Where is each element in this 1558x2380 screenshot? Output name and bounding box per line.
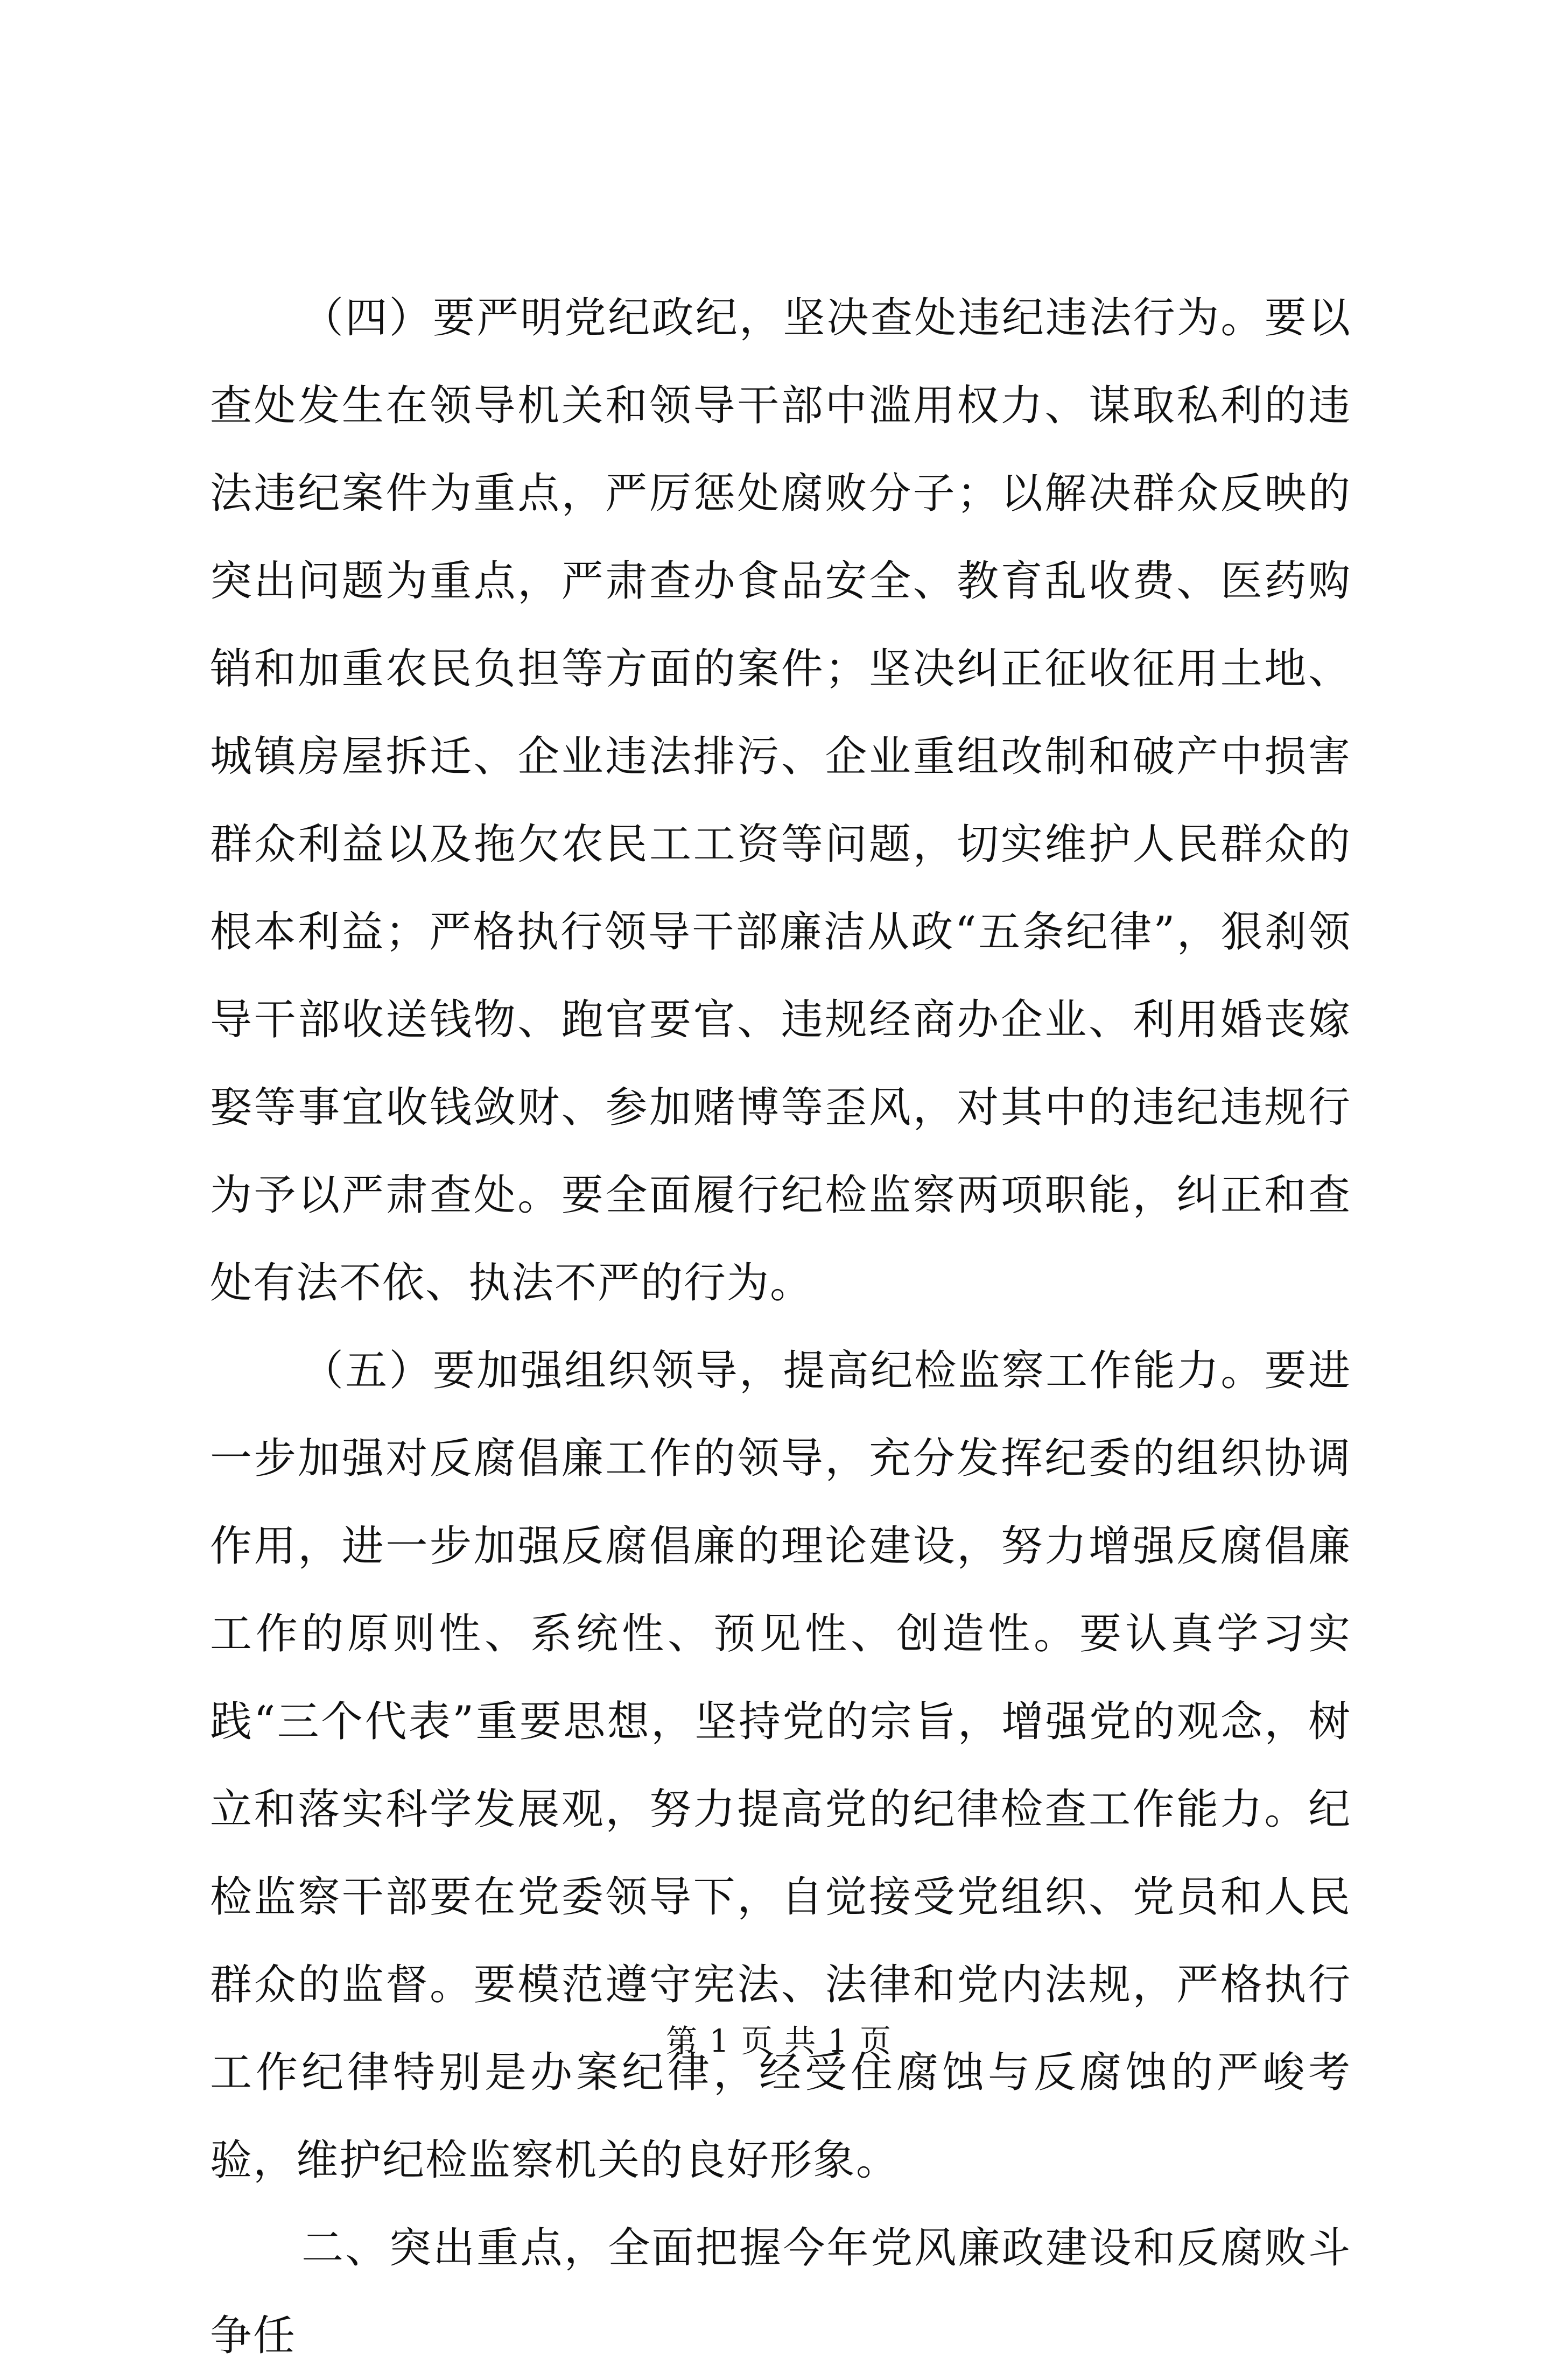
paragraph-section-two-heading: 二、突出重点，全面把握今年党风廉政建设和反腐败斗争任: [210, 2224, 1351, 2360]
page-number-footer: 第 1 页 共 1 页: [666, 2023, 892, 2059]
paragraph-section-five: （五）要加强组织领导，提高纪检监察工作能力。要进一步加强对反腐倡廉工作的领导，充分发挥纪委的组织协调作用，进一步加强反腐倡廉的理论建设，努力增强反腐倡廉工作的原则性、系统性、预见性、创造性。要认真学习实践“三个代表”重要思想，坚持党的宗旨，增强党的观念，树立和落实科学发展观，努力提高党的纪律检查工作能力。纪检监察干部要在党委领导下，自觉接受党组织、党员和人民群众的监督。要模范遵守宪法、法律和党内法规，严格执行工作纪律特别是办案纪律，经受住腐蚀与反腐蚀的严峻考验，维护纪检监察机关的良好形象。: [210, 1347, 1351, 2185]
paragraph-section-four: （四）要严明党纪政纪，坚决查处违纪违法行为。要以查处发生在领导机关和领导干部中滥用权力、谋取私利的违法违纪案件为重点，严厉惩处腐败分子；以解决群众反映的突出问题为重点，严肃查办食品安全、教育乱收费、医药购销和加重农民负担等方面的案件；坚决纠正征收征用土地、城镇房屋拆迁、企业违法排污、企业重组改制和破产中损害群众利益以及拖欠农民工工资等问题，切实维护人民群众的根本利益；严格执行领导干部廉洁从政“五条纪律”，狠刹领导干部收送钱物、跑官要官、违规经商办企业、利用婚丧嫁娶等事宜收钱敛财、参加赌博等歪风，对其中的违纪违规行为予以严肃查处。要全面履行纪检监察两项职能，纠正和查处有法不依、执法不严的行为。: [210, 294, 1351, 1307]
document-body: [210, 274, 1351, 2380]
